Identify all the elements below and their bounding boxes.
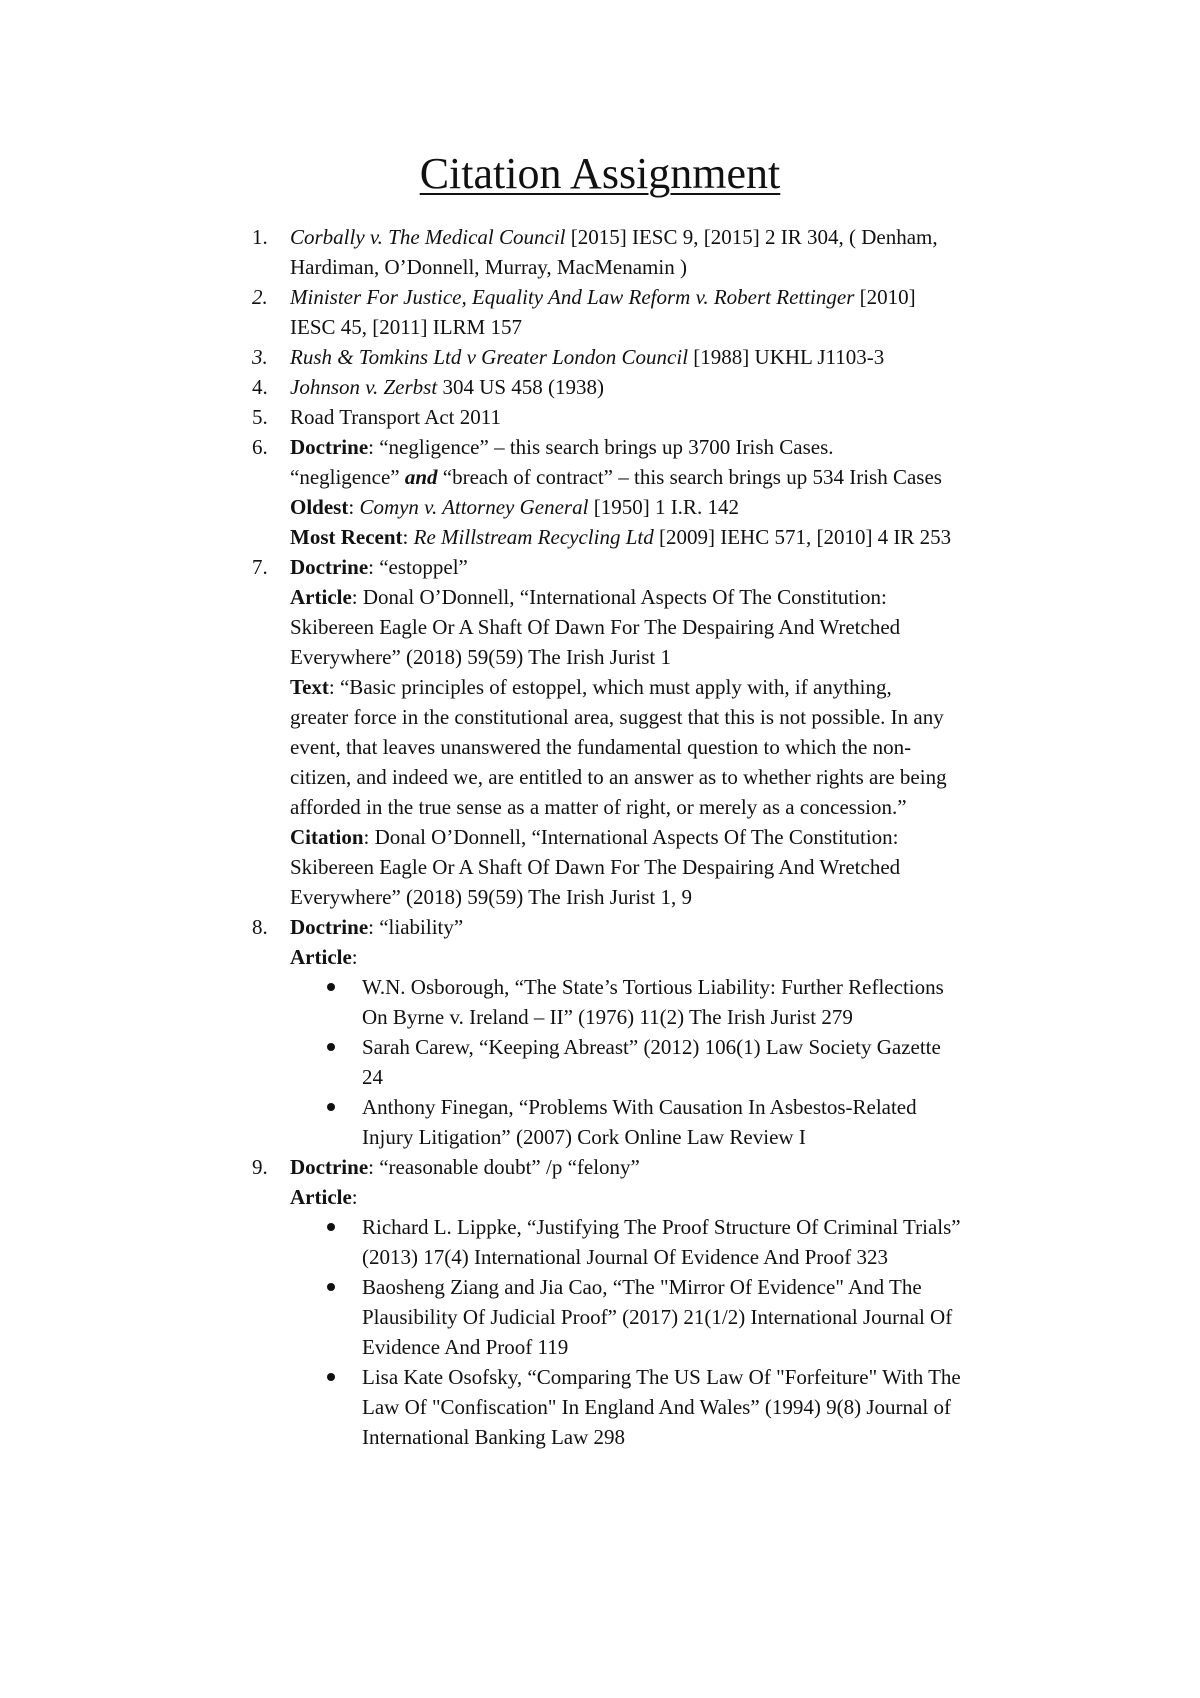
citation-list <box>0 222 1200 1452</box>
item-body <box>290 552 1070 912</box>
search-line <box>290 462 1070 492</box>
citation-text: [2015] IESC 9, [2015] 2 IR 304, ( Denham, <box>565 225 938 249</box>
citation-text: 304 US 458 (1938) <box>437 375 605 399</box>
item-body <box>290 912 1070 972</box>
doctrine-line <box>290 552 1070 582</box>
quote-text: : “Basic principles of estoppel, which must apply with, if anything, <box>328 675 892 699</box>
list-item <box>0 552 1200 912</box>
item-number: 2. <box>252 285 268 309</box>
article-line <box>290 582 1070 612</box>
list-item <box>0 432 1200 552</box>
item-number: 6. <box>252 435 268 459</box>
oldest-line <box>290 492 1070 522</box>
case-name: Johnson v. Zerbst <box>290 375 438 399</box>
bullet-line: 24 <box>362 1065 383 1089</box>
most-recent-label: Most Recent <box>290 525 403 549</box>
separator: : <box>351 1185 358 1209</box>
page-title: Citation Assignment <box>419 149 781 198</box>
bullet-line: Baosheng Ziang and Jia Cao, “The "Mirror Of Evidence" And The <box>362 1275 922 1299</box>
bullet-item <box>290 1092 1070 1152</box>
case-name: Comyn v. Attorney General <box>359 495 589 519</box>
citation-line <box>290 222 1070 252</box>
list-item <box>0 342 1200 372</box>
doctrine-text: : “reasonable doubt” /p “felony” <box>368 1155 640 1179</box>
citation-text: : Donal O’Donnell, “International Aspects Of The Constitution: <box>363 825 899 849</box>
item-body <box>290 402 1070 432</box>
bullet-item <box>290 972 1070 1032</box>
bullet-icon <box>327 1283 335 1291</box>
bullet-icon <box>327 1223 335 1231</box>
item-number: 1. <box>252 225 268 249</box>
article-line <box>290 1182 1070 1212</box>
citation-text: [2010] <box>854 285 916 309</box>
text-label: Text <box>290 675 329 699</box>
bullet-line: Richard L. Lippke, “Justifying The Proof Structure Of Criminal Trials” <box>362 1215 961 1239</box>
bullet-line: Sarah Carew, “Keeping Abreast” (2012) 106(1) Law Society Gazette <box>362 1035 941 1059</box>
bullet-line: Plausibility Of Judicial Proof” (2017) 21(1/2) International Journal Of <box>362 1305 953 1329</box>
item-body <box>290 342 1070 372</box>
search-term: “negligence” <box>290 465 405 489</box>
bullet-item <box>290 1212 1070 1272</box>
case-name: Corbally v. The Medical Council <box>290 225 566 249</box>
bullet-line: On Byrne v. Ireland – II” (1976) 11(2) The Irish Jurist 279 <box>362 1005 853 1029</box>
citation-label: Citation <box>290 825 364 849</box>
list-item <box>0 282 1200 342</box>
citation-line <box>290 282 1070 312</box>
case-name: Rush & Tomkins Ltd v Greater London Council <box>290 345 689 369</box>
bullet-line: Lisa Kate Osofsky, “Comparing The US Law Of "Forfeiture" With The <box>362 1365 961 1389</box>
doctrine-label: Doctrine <box>290 915 369 939</box>
citation-line: IESC 45, [2011] ILRM 157 <box>290 315 522 339</box>
doctrine-label: Doctrine <box>290 555 369 579</box>
doctrine-text: : “estoppel” <box>368 555 468 579</box>
doctrine-text: : “liability” <box>368 915 464 939</box>
list-item <box>0 222 1200 282</box>
bullet-line: Law Of "Confiscation" In England And Wales” (1994) 9(8) Journal of <box>362 1395 951 1419</box>
doctrine-line <box>290 432 1070 462</box>
citation-line <box>290 372 1070 402</box>
quote-line: afforded in the true sense as a matter of right, or merely as a concession.” <box>290 795 907 819</box>
item-number: 3. <box>252 345 268 369</box>
citation-line <box>290 822 1070 852</box>
quote-line <box>290 672 1070 702</box>
item-body <box>290 372 1070 402</box>
bullet-icon <box>327 1103 335 1111</box>
citation-line: Road Transport Act 2011 <box>290 405 501 429</box>
doctrine-line <box>290 912 1070 942</box>
citation-line <box>290 342 1070 372</box>
separator: : <box>402 525 414 549</box>
citation-text: [2009] IEHC 571, [2010] 4 IR 253 <box>653 525 952 549</box>
bullet-line: International Banking Law 298 <box>362 1425 626 1449</box>
bullet-icon <box>327 1373 335 1381</box>
separator: : <box>351 945 358 969</box>
article-line <box>290 942 1070 972</box>
bullet-icon <box>327 1043 335 1051</box>
article-line: Everywhere” (2018) 59(59) The Irish Jurist 1 <box>290 645 672 669</box>
item-body <box>290 432 1070 552</box>
article-bullet-list <box>290 972 1070 1152</box>
case-name: Minister For Justice, Equality And Law Reform v. Robert Rettinger <box>290 285 855 309</box>
bullet-item <box>290 1272 1070 1362</box>
most-recent-line <box>290 522 1070 552</box>
list-item <box>0 912 1200 1152</box>
item-body <box>290 222 1070 282</box>
doctrine-label: Doctrine <box>290 435 369 459</box>
article-label: Article <box>290 585 352 609</box>
separator: : <box>348 495 360 519</box>
list-item <box>0 1152 1200 1452</box>
citation-text: [1988] UKHL J1103-3 <box>688 345 885 369</box>
doctrine-label: Doctrine <box>290 1155 369 1179</box>
bullet-line: Evidence And Proof 119 <box>362 1335 569 1359</box>
item-number: 4. <box>252 375 268 399</box>
citation-line: Everywhere” (2018) 59(59) The Irish Jurist 1, 9 <box>290 885 693 909</box>
bullet-icon <box>327 983 335 991</box>
article-text: : Donal O’Donnell, “International Aspects Of The Constitution: <box>351 585 887 609</box>
citation-text: [1950] 1 I.R. 142 <box>588 495 739 519</box>
bullet-item <box>290 1032 1070 1092</box>
item-number: 9. <box>252 1155 268 1179</box>
item-number: 5. <box>252 405 268 429</box>
item-body <box>290 1152 1070 1212</box>
bullet-item <box>290 1362 1070 1452</box>
item-number: 8. <box>252 915 268 939</box>
doctrine-text: : “negligence” – this search brings up 3700 Irish Cases. <box>368 435 834 459</box>
article-bullet-list <box>290 1212 1070 1452</box>
item-body <box>290 282 1070 342</box>
article-label: Article <box>290 1185 352 1209</box>
bullet-line: W.N. Osborough, “The State’s Tortious Liability: Further Reflections <box>362 975 944 999</box>
article-label: Article <box>290 945 352 969</box>
bullet-line: Anthony Finegan, “Problems With Causation In Asbestos-Related <box>362 1095 917 1119</box>
case-name: Re Millstream Recycling Ltd <box>413 525 654 549</box>
citation-line: Hardiman, O’Donnell, Murray, MacMenamin ) <box>290 255 687 279</box>
item-number: 7. <box>252 555 268 579</box>
bullet-line: (2013) 17(4) International Journal Of Evidence And Proof 323 <box>362 1245 889 1269</box>
quote-line: event, that leaves unanswered the fundamental question to which the non- <box>290 735 912 759</box>
article-line: Skibereen Eagle Or A Shaft Of Dawn For The Despairing And Wretched <box>290 615 901 639</box>
oldest-label: Oldest <box>290 495 349 519</box>
list-item <box>0 402 1200 432</box>
bullet-line: Injury Litigation” (2007) Cork Online Law Review I <box>362 1125 806 1149</box>
quote-line: greater force in the constitutional area, suggest that this is not possible. In any <box>290 705 944 729</box>
list-item <box>0 372 1200 402</box>
search-result: “breach of contract” – this search brings up 534 Irish Cases <box>437 465 942 489</box>
doctrine-line <box>290 1152 1070 1182</box>
quote-line: citizen, and indeed we, are entitled to an answer as to whether rights are being <box>290 765 947 789</box>
citation-line: Skibereen Eagle Or A Shaft Of Dawn For The Despairing And Wretched <box>290 855 901 879</box>
and-operator: and <box>404 465 438 489</box>
